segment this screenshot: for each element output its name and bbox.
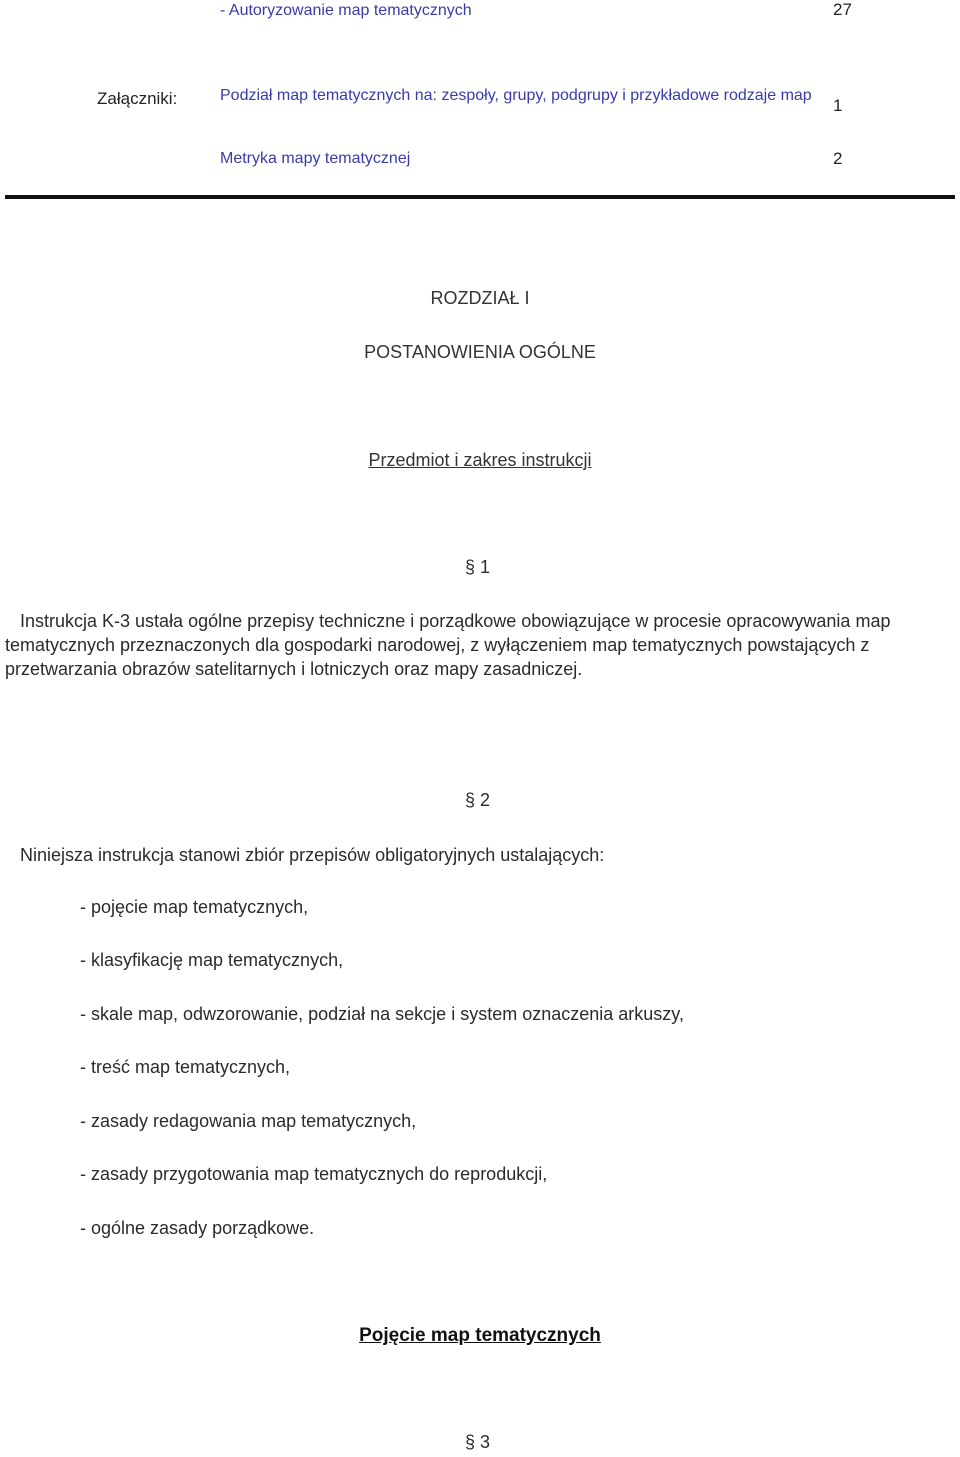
chapter-number: ROZDZIAŁ I bbox=[430, 288, 530, 308]
list-item: - klasyfikację map tematycznych, bbox=[80, 950, 344, 970]
list-item: - zasady redagowania map tematycznych, bbox=[80, 1111, 417, 1131]
section-2-intro: Niniejsza instrukcja stanowi zbiór przepisów obligatoryjnych ustalających: bbox=[20, 845, 605, 865]
attachment-2-page: 2 bbox=[833, 149, 843, 168]
divider-rule bbox=[5, 195, 955, 199]
list-item: - ogólne zasady porządkowe. bbox=[80, 1218, 315, 1238]
list-item: - pojęcie map tematycznych, bbox=[80, 897, 309, 917]
list-item: - skale map, odwzorowanie, podział na sekcje i system oznaczenia arkuszy, bbox=[80, 1004, 684, 1024]
attachments-label: Załączniki: bbox=[97, 89, 178, 108]
section-2-mark: § 2 bbox=[465, 790, 491, 810]
section-1-mark: § 1 bbox=[465, 557, 491, 577]
section-1-paragraph: Instrukcja K-3 ustała ogólne przepisy techniczne i porządkowe obowiązujące w procesie opracowywania map tematycznych przeznaczonych dla gospodarki narodowej, z wyłączeniem map tematycznych powstających z przetwarzania obrazów satelitarnych i lotniczych oraz mapy zasadniczej. bbox=[5, 611, 891, 679]
attachment-1-text: Podział map tematycznych na: zespoły, grupy, podgrupy i przykładowe rodzaje map bbox=[220, 87, 812, 104]
attachment-1-page: 1 bbox=[833, 96, 843, 115]
list-item: - zasady przygotowania map tematycznych do reprodukcji, bbox=[80, 1164, 548, 1184]
list-item: - treść map tematycznych, bbox=[80, 1057, 291, 1077]
toc-item-page: 27 bbox=[833, 0, 852, 19]
chapter-subtitle: Przedmiot i zakres instrukcji bbox=[368, 450, 592, 470]
chapter-title: POSTANOWIENIA OGÓLNE bbox=[364, 342, 596, 362]
toc-item-text: - Autoryzowanie map tematycznych bbox=[220, 2, 472, 19]
attachment-2-text: Metryka mapy tematycznej bbox=[220, 150, 411, 167]
next-section-heading: Pojęcie map tematycznych bbox=[359, 1325, 601, 1346]
section-3-mark: § 3 bbox=[465, 1432, 491, 1452]
